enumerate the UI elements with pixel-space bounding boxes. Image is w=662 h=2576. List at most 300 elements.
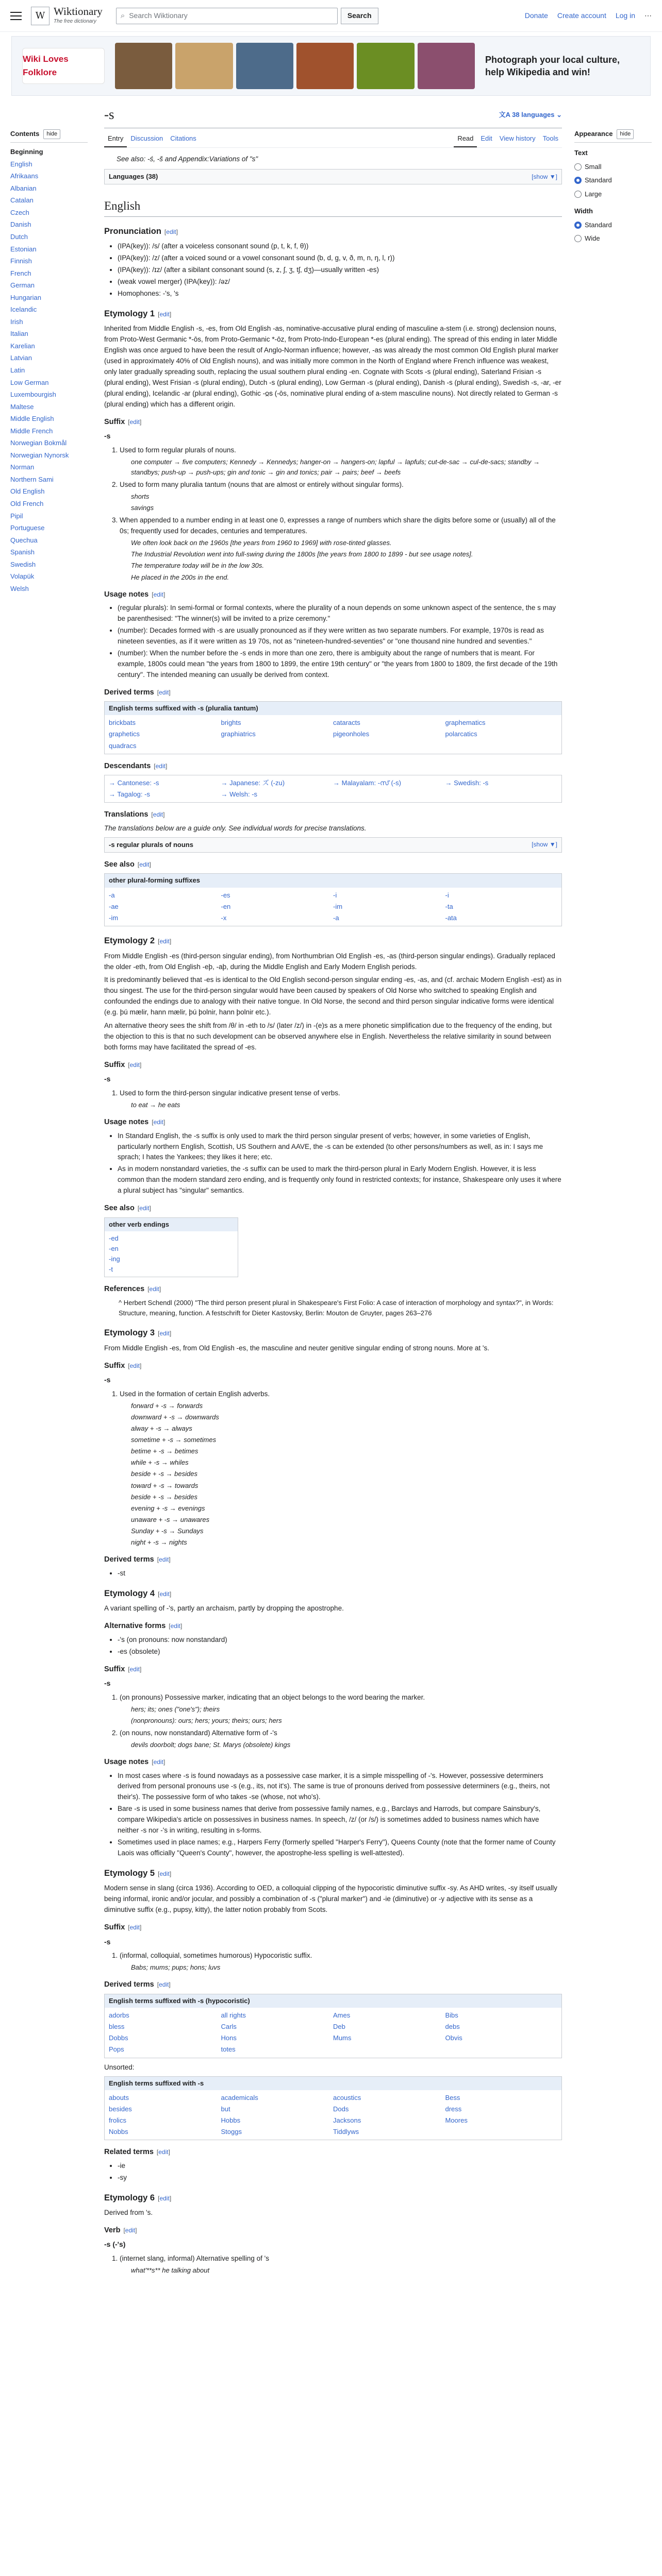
search-input[interactable] bbox=[116, 8, 338, 24]
usage-notes-2 bbox=[118, 1131, 562, 1197]
derived-term: • -st bbox=[118, 1568, 562, 1579]
see-also-term[interactable]: -i bbox=[445, 891, 449, 899]
radio-icon bbox=[574, 163, 582, 171]
edit-link[interactable]: edit bbox=[153, 590, 163, 598]
toc-item[interactable]: Danish bbox=[10, 221, 31, 229]
pronunciation-item: • (weak vowel merger) (IPA(key)): /əz/ bbox=[118, 277, 562, 287]
derived-term[interactable]: besides bbox=[109, 2105, 132, 2113]
derived-term[interactable]: Stoggs bbox=[221, 2128, 242, 2136]
usage-example: night + -s → nights bbox=[131, 1538, 187, 1547]
usage-note: • Bare -s is used in some business names that derive from possessive family names, e.g., Barclays and Harrods, but compare Sainsbury's, compare Wikipedia's article on possessives in business names. In speech, /z/ (or /s/) is sometimes added to business names which have neither -s nor -'s in writing, resulting in s-forms. bbox=[118, 1804, 562, 1836]
headword: -s (-'s) bbox=[104, 2240, 126, 2249]
search-placeholder: Search Wiktionary bbox=[129, 11, 188, 20]
see-also-term[interactable]: -a bbox=[333, 913, 339, 922]
radio-label: Wide bbox=[585, 234, 600, 242]
suffix-heading: Suffix [edit] bbox=[104, 1923, 142, 1932]
usage-example: sometime + -s → sometimes bbox=[131, 1436, 217, 1444]
toc-item[interactable]: Volapük bbox=[10, 572, 35, 581]
see-also-term[interactable]: -ae bbox=[109, 902, 119, 910]
derived-term[interactable]: dress bbox=[445, 2105, 462, 2113]
see-also-term[interactable]: -i bbox=[333, 891, 337, 899]
pronunciation-item: • (IPA(key)): /s/ (after a voiceless consonant sound (p, t, k, f, θ)) bbox=[118, 241, 562, 252]
headword: -s bbox=[104, 1937, 111, 1946]
definitions-3 bbox=[120, 1389, 562, 1548]
references-heading: References [edit] bbox=[104, 1285, 161, 1294]
see-also-heading: See also [edit] bbox=[104, 860, 151, 869]
toc-item[interactable]: English bbox=[10, 160, 32, 168]
tab-discussion[interactable]: Discussion bbox=[130, 134, 163, 142]
derived-term[interactable]: Dobbs bbox=[109, 2034, 128, 2042]
usage-example: alway + -s → always bbox=[131, 1424, 192, 1432]
usage-note: • In Standard English, the -s suffix is only used to mark the third person singular present of verbs; however, in some varieties of English, particularly northern English, Scottish, US Southern and AAVE, the -s can be extended (to other persons/numbers as well, as in: I says me sprach; I hates the Yankees; they likes it here; etc. bbox=[118, 1131, 562, 1163]
related-terms-list bbox=[118, 2161, 562, 2183]
derived-term[interactable]: but bbox=[221, 2105, 230, 2113]
radio-label: Small bbox=[585, 163, 602, 171]
derived-term[interactable]: pigeonholes bbox=[333, 730, 370, 738]
width-label: Width bbox=[574, 207, 593, 215]
section-english: English bbox=[104, 197, 562, 217]
toc-item[interactable]: Quechua bbox=[10, 536, 38, 544]
edit-link[interactable]: edit bbox=[153, 1118, 163, 1126]
derived-term[interactable]: academicals bbox=[221, 2093, 258, 2102]
usage-note: • (number): When the number before the -s ends in more than one zero, there is ambiguity about the range of numbers that is meant. For example, 1800s could mean "the years from 1800 to 1899, the entire 19th century" or "the years from 1800 to 1809, the first decade of the 19th century". The intended meaning can usually be derived from context. bbox=[118, 648, 562, 681]
definition-text: Used to form regular plurals of nouns. bbox=[120, 446, 236, 454]
definition-text: (internet slang, informal) Alternative spelling of 's bbox=[120, 2255, 269, 2263]
suffix-heading: Suffix [edit] bbox=[104, 1665, 142, 1673]
edit-link[interactable]: edit bbox=[155, 762, 166, 770]
edit-link[interactable]: edit bbox=[159, 2194, 170, 2202]
etymology-2-text: It is predominantly believed that -es is identical to the Old English second-person singular ending -es, -as, and (cf. archaic Modern English -est) as in thou singest. The use for the third-person singular would have been caused by speakers of Old Norse who switched to speaking English and confounded the endings due to analogy with their native tongue. In Old Norse, the second and third person singular indicative forms were identical (e.g. þú mælir, hann mælir, þú þolnir, hann þolnir etc.). bbox=[104, 976, 561, 1016]
main-menu-icon[interactable] bbox=[10, 12, 22, 20]
etymology-5-text: Modern sense in slang (circa 1936). According to OED, a colloquial clipping of the hypocoristic diminutive suffix -sy. As AHD writes, -sy itself usually being informal, ironic and/or jocular, and possibly a combination of -s ("plural marker") and -ie (diminutive) or -y adjective with its sense as a diminutive suffix (e.g., pupsy, kitty), the latter notion probably from Scots. bbox=[104, 1884, 557, 1914]
derived-term[interactable]: brights bbox=[221, 719, 241, 727]
usage-example: beside + -s → besides bbox=[131, 1493, 197, 1501]
usage-notes-1 bbox=[118, 603, 562, 680]
usage-note: • In most cases where -s is found nowadays as a possessive case marker, it is a simple misspelling of -'s. However, possessive determiners derived from personal pronouns use -s (e.g., its, not it's). The same is true of pronouns derived from possessive determiners (e.g., theirs, not their's). The possessive form of who takes -se (whose, not who's). bbox=[118, 1771, 562, 1803]
toc-item[interactable]: Old French bbox=[10, 500, 44, 507]
etymology-2-text: From Middle English -es (third-person singular ending), from Northumbrian Old English -es, -as (third-person singular endings). Gradually replaced the older -eth, from Old English -eþ, -aþ, during the Middle English and Early Modern English periods. bbox=[104, 952, 555, 971]
toc-item[interactable]: Northern Sami bbox=[10, 475, 54, 483]
toc-item[interactable]: Dutch bbox=[10, 232, 28, 241]
usage-example: beside + -s → besides bbox=[131, 1470, 197, 1478]
derived-term[interactable]: adorbs bbox=[109, 2011, 129, 2020]
verb-ending[interactable]: -t bbox=[109, 1265, 113, 1274]
descendant[interactable]: → Welsh: -s bbox=[221, 790, 258, 799]
toc-item[interactable]: Icelandic bbox=[10, 306, 37, 314]
site-tagline: The free dictionary bbox=[54, 19, 96, 25]
edit-link[interactable]: edit bbox=[129, 1362, 140, 1369]
edit-link[interactable]: edit bbox=[139, 1205, 150, 1212]
definition bbox=[120, 1951, 562, 1973]
etymology-2-heading: Etymology 2 [edit] bbox=[104, 936, 172, 946]
usage-note: • (regular plurals): In semi-formal or formal contexts, where the plurality of a noun depends on some unknown aspect of the sentence, the s may be parenthesised: "The winner(s) will be invited to a prize ceremony." bbox=[118, 603, 562, 624]
edit-link[interactable]: edit bbox=[153, 811, 163, 819]
usage-example: The temperature today will be in the low 30s. bbox=[131, 562, 264, 570]
usage-note: • Sometimes used in place names; e.g., Harpers Ferry (formerly spelled "Harper's Ferry"), Queens County (note that the former name of County Laois was officially "Queen's County", however, the apostrophe-less spelling is well-attested). bbox=[118, 1837, 562, 1859]
derived-term[interactable]: Bess bbox=[445, 2093, 460, 2102]
etymology-4-heading: Etymology 4 [edit] bbox=[104, 1588, 172, 1598]
edit-link[interactable]: edit bbox=[159, 688, 169, 696]
banner-logo: Wiki Loves Folklore bbox=[22, 48, 105, 84]
definition-text: Used in the formation of certain English adverbs. bbox=[120, 1389, 270, 1398]
usage-note: • As in modern nonstandard varieties, the -s suffix can be used to mark the third-person plural in Early Modern English. However, it is less common than the modern standard zero ending, and is frequently only found in restricted contexts; for instance, Shakespeare only uses it where a plural subject has "singular" semantics. bbox=[118, 1164, 562, 1196]
toc-item[interactable]: Swedish bbox=[10, 560, 36, 568]
derived-term[interactable]: graphetics bbox=[109, 730, 140, 738]
derived-term[interactable]: Obvis bbox=[445, 2034, 462, 2042]
toc-item[interactable]: Afrikaans bbox=[10, 172, 39, 180]
toc-item[interactable]: Pipil bbox=[10, 512, 23, 520]
toc-item[interactable]: Latin bbox=[10, 366, 25, 374]
site-header bbox=[0, 0, 662, 32]
definition bbox=[120, 445, 562, 478]
toc-item[interactable]: Beginning bbox=[10, 148, 43, 156]
etymology-6-heading: Etymology 6 [edit] bbox=[104, 2193, 172, 2202]
suffix-heading: Suffix [edit] bbox=[104, 1361, 142, 1370]
languages-box: Languages (38) [show ▼] bbox=[104, 169, 562, 184]
usage-notes-4 bbox=[118, 1771, 562, 1859]
pronunciation-item: • (IPA(key)): /z/ (after a voiced sound or a vowel consonant sound (b, d, ɡ, v, ð, m, n, ŋ, l, r)) bbox=[118, 253, 562, 264]
user-links bbox=[525, 10, 652, 22]
definition-text: Used to form many pluralia tantum (nouns that are almost or entirely without singular forms). bbox=[120, 481, 404, 489]
derived-term[interactable]: cataracts bbox=[333, 719, 360, 727]
edit-link[interactable]: edit bbox=[129, 1665, 140, 1673]
radio-icon bbox=[574, 222, 582, 229]
definitions-1 bbox=[120, 445, 562, 583]
etymology-5-heading: Etymology 5 [edit] bbox=[104, 1868, 172, 1878]
see-also-term[interactable]: -a bbox=[109, 891, 115, 899]
toc-title: Contents bbox=[10, 130, 40, 138]
derived-terms-box: English terms suffixed with -s abouts academicals acoustics Bess besides but Dods dress frolics Hobbs Jacksons Moores Nobbs Stoggs Tiddlyws bbox=[104, 2076, 562, 2141]
derived-term[interactable]: Mums bbox=[333, 2034, 352, 2042]
related-term: • -sy bbox=[118, 2173, 562, 2183]
etymology-3-text: From Middle English -es, from Old English -es, the masculine and neuter genitive singular ending of strong nouns. More at 's. bbox=[104, 1344, 489, 1352]
derived-term[interactable]: abouts bbox=[109, 2093, 129, 2102]
usage-notes-heading: Usage notes [edit] bbox=[104, 1758, 166, 1767]
banner-text: Photograph your local culture, help Wikipedia and win! bbox=[485, 54, 620, 77]
toc-item[interactable]: Norwegian Nynorsk bbox=[10, 451, 69, 459]
edit-link[interactable]: edit bbox=[153, 1758, 163, 1766]
radio-icon bbox=[574, 235, 582, 242]
edit-link[interactable]: edit bbox=[129, 1061, 140, 1069]
derived-term[interactable]: debs bbox=[445, 2023, 460, 2031]
text-size-option[interactable] bbox=[574, 160, 652, 174]
page-tabs bbox=[104, 131, 562, 148]
tab-history[interactable]: View history bbox=[499, 134, 536, 142]
usage-example: (nonpronouns): ours; hers; yours; theirs; ours; hers bbox=[131, 1716, 282, 1724]
radio-label: Standard bbox=[585, 221, 612, 229]
derived-term[interactable]: polarcatics bbox=[445, 730, 477, 738]
see-also-term[interactable]: -en bbox=[221, 902, 231, 910]
translations-box: -s regular plurals of nouns [show ▼] bbox=[104, 837, 562, 853]
definition bbox=[120, 1728, 562, 1750]
derived-term[interactable]: Moores bbox=[445, 2116, 468, 2124]
see-also-term[interactable]: -im bbox=[109, 913, 119, 922]
edit-link[interactable]: edit bbox=[129, 418, 140, 426]
suffix-heading: Suffix [edit] bbox=[104, 1060, 142, 1069]
edit-link[interactable]: edit bbox=[159, 1590, 170, 1598]
definitions-4 bbox=[120, 1692, 562, 1750]
usage-notes-heading: Usage notes [edit] bbox=[104, 590, 166, 599]
see-also-term[interactable]: -x bbox=[221, 913, 227, 922]
toc-item[interactable]: Karelian bbox=[10, 342, 35, 350]
toc-item[interactable]: Portuguese bbox=[10, 524, 45, 532]
derived-term[interactable]: Hons bbox=[221, 2034, 237, 2042]
toc-item[interactable]: Luxembourgish bbox=[10, 391, 56, 399]
translations-note: The translations below are a guide only. See individual words for precise translations. bbox=[104, 824, 367, 832]
tab-edit[interactable]: Edit bbox=[481, 134, 492, 142]
donate-link[interactable]: Donate bbox=[524, 11, 548, 20]
derived-term[interactable]: totes bbox=[221, 2045, 236, 2054]
page-title: -s bbox=[104, 107, 114, 122]
text-size-option[interactable] bbox=[574, 188, 652, 201]
toc-item[interactable]: German bbox=[10, 281, 35, 290]
radio-icon bbox=[574, 191, 582, 198]
toc-item[interactable]: Welsh bbox=[10, 584, 29, 592]
toc-item[interactable]: Irish bbox=[10, 317, 23, 326]
radio-label: Large bbox=[585, 190, 602, 198]
usage-example: betime + -s → betimes bbox=[131, 1447, 198, 1455]
derived-term[interactable]: Carls bbox=[221, 2023, 237, 2031]
usage-example: evening + -s → evenings bbox=[131, 1504, 205, 1512]
definition bbox=[120, 1389, 562, 1548]
headword: -s bbox=[104, 432, 111, 440]
etymology-2-text: An alternative theory sees the shift from /θ/ in -eth to /s/ (later /z/) in -(e)s as a mere phonetic simplification due to the frequency of the ending, but the objection to this is that no such development can be observed anywhere else in English. Nevertheless the relative similarity in sound between both forms may have facilitated the spread of -es. bbox=[104, 1022, 552, 1051]
derived-term[interactable]: acoustics bbox=[333, 2093, 361, 2102]
usage-notes-heading: Usage notes [edit] bbox=[104, 1118, 166, 1127]
derived-term[interactable]: Ames bbox=[333, 2011, 351, 2020]
derived-term[interactable]: Tiddlyws bbox=[333, 2128, 359, 2136]
definitions-6 bbox=[120, 2253, 562, 2276]
appearance-title: Appearance bbox=[574, 130, 613, 138]
appearance-hide-button[interactable]: hide bbox=[617, 129, 634, 139]
usage-example: while + -s → whiles bbox=[131, 1459, 189, 1467]
definition bbox=[120, 2253, 562, 2276]
site-logo[interactable] bbox=[31, 6, 103, 26]
suffix-heading: Suffix [edit] bbox=[104, 417, 142, 426]
toc-item[interactable]: Italian bbox=[10, 330, 28, 338]
derived-term[interactable]: bless bbox=[109, 2023, 125, 2031]
derived-term[interactable]: frolics bbox=[109, 2116, 126, 2124]
width-option[interactable] bbox=[574, 218, 652, 232]
definition bbox=[120, 515, 562, 582]
edit-link[interactable]: edit bbox=[159, 938, 170, 945]
usage-example: devils doorbolt; dogs bane; St. Marys (obsolete) kings bbox=[131, 1740, 291, 1749]
tab-tools[interactable]: Tools bbox=[542, 134, 558, 142]
site-name: Wiktionary bbox=[54, 5, 103, 18]
edit-link[interactable]: edit bbox=[139, 861, 150, 868]
etymology-3-heading: Etymology 3 [edit] bbox=[104, 1328, 172, 1338]
definitions-2 bbox=[120, 1088, 562, 1110]
languages-toggle[interactable]: [show ▼] bbox=[532, 173, 557, 180]
usage-example: The Industrial Revolution went into full-swing during the 1800s [the years from 1800 to 1899 - but see usage notes]. bbox=[131, 550, 473, 558]
toc-item[interactable]: Albanian bbox=[10, 184, 37, 192]
radio-label: Standard bbox=[585, 176, 612, 184]
usage-example: We often look back on the 1960s [the years from 1960 to 1969] with rose-tinted glasses. bbox=[131, 539, 392, 547]
edit-link[interactable]: edit bbox=[159, 1556, 169, 1564]
pronunciation-heading: Pronunciation [edit] bbox=[104, 226, 178, 236]
see-also-box: other plural-forming suffixes -a -es -i -i -ae -en -im -ta -im -x -a -ata bbox=[104, 873, 562, 926]
see-also-term[interactable]: -im bbox=[333, 902, 343, 910]
alternative-forms-heading: Alternative forms [edit] bbox=[104, 1622, 183, 1631]
derived-term[interactable]: quadracs bbox=[109, 741, 137, 750]
descendants-box bbox=[104, 775, 562, 803]
edit-link[interactable]: edit bbox=[159, 1981, 169, 1989]
hatnote: See also: -ś, -š and Appendix:Variations of "s" bbox=[117, 155, 258, 163]
search-icon: ⌕ bbox=[120, 11, 125, 20]
reference-item: ^ Herbert Schendl (2000) "The third person present plural in Shakespeare's First Folio: A case of interaction of morphology and syntax?", in Words: Structure, meaning, function. A festschrift for Dieter Kastovsky, Berlin: Mouton de Gruyter, pages 263–276 bbox=[119, 1298, 554, 1317]
edit-link[interactable]: edit bbox=[129, 1924, 140, 1931]
campaign-banner[interactable] bbox=[11, 36, 651, 96]
more-options-icon[interactable]: ⋯ bbox=[644, 11, 652, 20]
toc-item[interactable]: Middle English bbox=[10, 415, 54, 423]
usage-example: forward + -s → forwards bbox=[131, 1401, 203, 1410]
toc-item[interactable]: Low German bbox=[10, 378, 49, 386]
derived-term[interactable]: brickbats bbox=[109, 719, 136, 727]
derived-term[interactable]: Hobbs bbox=[221, 2116, 241, 2124]
toc-item[interactable]: Old English bbox=[10, 487, 45, 496]
alternative-form: • -es (obsolete) bbox=[118, 1647, 562, 1657]
usage-example: toward + -s → towards bbox=[131, 1481, 198, 1489]
related-term: • -ie bbox=[118, 2161, 562, 2172]
descendant[interactable]: → Swedish: -s bbox=[445, 779, 489, 787]
verb-ending[interactable]: -ing bbox=[109, 1255, 120, 1263]
derived-term[interactable]: Dods bbox=[333, 2105, 349, 2113]
related-terms-heading: Related terms [edit] bbox=[104, 2148, 170, 2157]
derived-terms-box: English terms suffixed with -s (hypocoristic) adorbs all rights Ames Bibs bless Carls Deb debs Dobbs Hons Mums Obvis Pops totes bbox=[104, 1994, 562, 2058]
etymology-1-text: Inherited from Middle English -s, -es, from Old English -as, nominative-accusative plural ending of masculine a-stem (i.e. strong) declension nouns, from Proto-West Germanic *-ōs, from Proto-Germanic *-ōz, from Proto-Indo-European *-es (plural ending). The spread of this ending in later Middle English was once argued to have been the result of Anglo-Norman influence; however, -as was already the most common Old English plural marker (used in approximately 40% of Old English nouns), and was initially more common in the North of England where French influence was weakest, only later gradually spreading south, replacing the usual southern plural ending -en. Cognate with Scots -s (plural ending), Saterland Frisian -s (plural ending), West Frisian -s (plural ending), Dutch -s (plural ending), Low German -s (plural ending), Danish -s (plural ending), Swedish -s, -ar, -er (plural ending), Icelandic -ar (plural ending), Gothic -𐍉𐍃 (-ōs, nominative plural ending of a-stem masculine nouns). Not directly related to German -s (plural ending) which has a different origin. bbox=[104, 325, 561, 408]
width-option[interactable] bbox=[574, 232, 652, 245]
derived-terms-heading: Derived terms [edit] bbox=[104, 688, 171, 697]
alternative-forms-list bbox=[118, 1635, 562, 1657]
translations-heading: Translations [edit] bbox=[104, 810, 165, 819]
definition-text: Used to form the third-person singular indicative present tense of verbs. bbox=[120, 1089, 340, 1097]
usage-example: Babs; mums; pups; hons; luvs bbox=[131, 1963, 221, 1972]
text-size-label: Text bbox=[574, 149, 588, 157]
create-account-link[interactable]: Create account bbox=[557, 11, 606, 20]
etymology-1-heading: Etymology 1 [edit] bbox=[104, 309, 172, 318]
verb-ending[interactable]: -en bbox=[109, 1244, 119, 1252]
toc-item[interactable]: Norwegian Bokmål bbox=[10, 439, 67, 447]
toc-item[interactable]: Czech bbox=[10, 208, 29, 216]
wiktionary-logo-icon: W bbox=[31, 7, 49, 25]
usage-example: Sunday + -s → Sundays bbox=[131, 1527, 204, 1535]
usage-example: hers; its; ones ("one's"); theirs bbox=[131, 1705, 220, 1713]
pronunciation-list bbox=[118, 241, 562, 299]
edit-link[interactable]: edit bbox=[166, 228, 176, 235]
toc-hide-button[interactable]: hide bbox=[43, 129, 60, 139]
tab-citations[interactable]: Citations bbox=[170, 134, 196, 142]
etymology-6-text: Derived from 's. bbox=[104, 2209, 153, 2217]
descendant[interactable]: → Tagalog: -s bbox=[109, 790, 150, 799]
verb-endings-box: other verb endings -ed -en -ing -t bbox=[104, 1217, 238, 1278]
see-also-term[interactable]: -ta bbox=[445, 902, 453, 910]
toc-item[interactable]: Middle French bbox=[10, 427, 53, 435]
derived-terms-heading: Derived terms [edit] bbox=[104, 1980, 171, 1989]
headword: -s bbox=[104, 1375, 111, 1384]
edit-link[interactable]: edit bbox=[159, 1330, 170, 1337]
pronunciation-item: • Homophones: -'s, 's bbox=[118, 289, 562, 299]
derived-term[interactable]: all rights bbox=[221, 2011, 246, 2020]
tab-read[interactable]: Read bbox=[454, 131, 477, 147]
language-switcher[interactable]: 文A 38 languages ⌄ bbox=[499, 110, 562, 118]
usage-example: downward + -s → downwards bbox=[131, 1413, 219, 1421]
usage-note: • (number): Decades formed with -s are usually pronounced as if they were written as two separate numbers. For example, 1970s is read as nineteen seventies, as if it were written as 19 70s, not as "nineteen-hundred-seventies" or "one thousand nine hundred and seventies." bbox=[118, 625, 562, 647]
toc-item[interactable]: Estonian bbox=[10, 245, 37, 253]
verb-ending[interactable]: -ed bbox=[109, 1234, 119, 1242]
verb-heading: Verb [edit] bbox=[104, 2226, 137, 2235]
see-also-heading: See also [edit] bbox=[104, 1204, 151, 1213]
alternative-form: • -'s (on pronouns: now nonstandard) bbox=[118, 1635, 562, 1646]
see-also-term[interactable]: -es bbox=[221, 891, 230, 899]
table-of-contents bbox=[10, 104, 88, 2279]
see-also-term[interactable]: -ata bbox=[445, 913, 457, 922]
radio-icon bbox=[574, 177, 582, 184]
appearance-panel bbox=[574, 104, 652, 2279]
usage-example: one computer → five computers; Kennedy → Kennedys; hanger-on → hangers-on; lapful → lapfuls; cut-de-sac → cul-de-sacs; standby → standbys; push-up → push-ups; gin and tonic → gin and tonics; pair → pairs; beef → beefs bbox=[131, 457, 540, 477]
definition-text: (informal, colloquial, sometimes humorous) Hypocoristic suffix. bbox=[120, 1952, 312, 1960]
descendant[interactable]: → Japanese: ズ (-zu) bbox=[221, 779, 285, 787]
tab-entry[interactable]: Entry bbox=[104, 131, 127, 147]
edit-link[interactable]: edit bbox=[158, 2148, 169, 2156]
toc-item[interactable]: Hungarian bbox=[10, 293, 41, 301]
usage-example: to eat → he eats bbox=[131, 1100, 180, 1109]
edit-link[interactable]: edit bbox=[159, 1870, 170, 1877]
derived-term[interactable]: Pops bbox=[109, 2045, 124, 2054]
text-size-option[interactable] bbox=[574, 174, 652, 187]
definition-text: (on nouns, now nonstandard) Alternative form of -'s bbox=[120, 1728, 277, 1737]
main-content bbox=[104, 104, 562, 2279]
banner-photos bbox=[115, 43, 475, 89]
descendant[interactable]: → Malayalam: -സ് (-s) bbox=[333, 779, 401, 787]
pronunciation-item: • (IPA(key)): /ɪz/ (after a sibilant consonant sound (s, z, ʃ, ʒ, tʃ, dʒ)—usually written -es) bbox=[118, 265, 562, 276]
derived-terms-3 bbox=[118, 1568, 562, 1579]
headword: -s bbox=[104, 1075, 111, 1083]
definition-text: When appended to a number ending in at least one 0, expresses a range of numbers which share the digits before some or (usually) all of the 0s; frequently used for decades, centuries and temperatures. bbox=[120, 516, 556, 535]
login-link[interactable]: Log in bbox=[615, 11, 635, 20]
toc-item[interactable]: Finnish bbox=[10, 257, 32, 265]
toc-item[interactable]: French bbox=[10, 269, 31, 277]
derived-terms-box: English terms suffixed with -s (pluralia tantum) brickbats brights cataracts graphematics graphetics graphiatrics pigeonholes polarcatics quadracs bbox=[104, 701, 562, 754]
derived-terms-heading: Derived terms [edit] bbox=[104, 1555, 171, 1564]
definition bbox=[120, 1088, 562, 1110]
definition bbox=[120, 1692, 562, 1726]
search-button[interactable]: Search bbox=[341, 8, 378, 24]
toc-item[interactable]: Catalan bbox=[10, 196, 34, 205]
descendants-heading: Descendants [edit] bbox=[104, 761, 168, 770]
derived-term[interactable]: Jacksons bbox=[333, 2116, 361, 2124]
headword: -s bbox=[104, 1679, 111, 1688]
toc-item[interactable]: Latvian bbox=[10, 354, 32, 362]
toc-item[interactable]: Norman bbox=[10, 463, 35, 471]
derived-term[interactable]: Nobbs bbox=[109, 2128, 128, 2136]
edit-link[interactable]: edit bbox=[125, 2227, 136, 2234]
definition bbox=[120, 480, 562, 513]
edit-link[interactable]: edit bbox=[149, 1285, 159, 1293]
edit-link[interactable]: edit bbox=[170, 1622, 180, 1630]
derived-term[interactable]: Bibs bbox=[445, 2011, 458, 2020]
definition-text: (on pronouns) Possessive marker, indicating that an object belongs to the word bearing the marker. bbox=[120, 1693, 425, 1701]
derived-term[interactable]: graphiatrics bbox=[221, 730, 256, 738]
derived-term[interactable]: Deb bbox=[333, 2023, 345, 2031]
descendant[interactable]: → Cantonese: -s bbox=[109, 779, 159, 787]
derived-term[interactable]: graphematics bbox=[445, 719, 486, 727]
edit-link[interactable]: edit bbox=[159, 310, 170, 318]
usage-example: He placed in the 200s in the end. bbox=[131, 573, 229, 581]
usage-example: shorts bbox=[131, 493, 150, 501]
toc-item[interactable]: Spanish bbox=[10, 548, 35, 556]
toc-item[interactable]: Maltese bbox=[10, 402, 34, 411]
translations-toggle[interactable]: [show ▼] bbox=[532, 840, 557, 848]
